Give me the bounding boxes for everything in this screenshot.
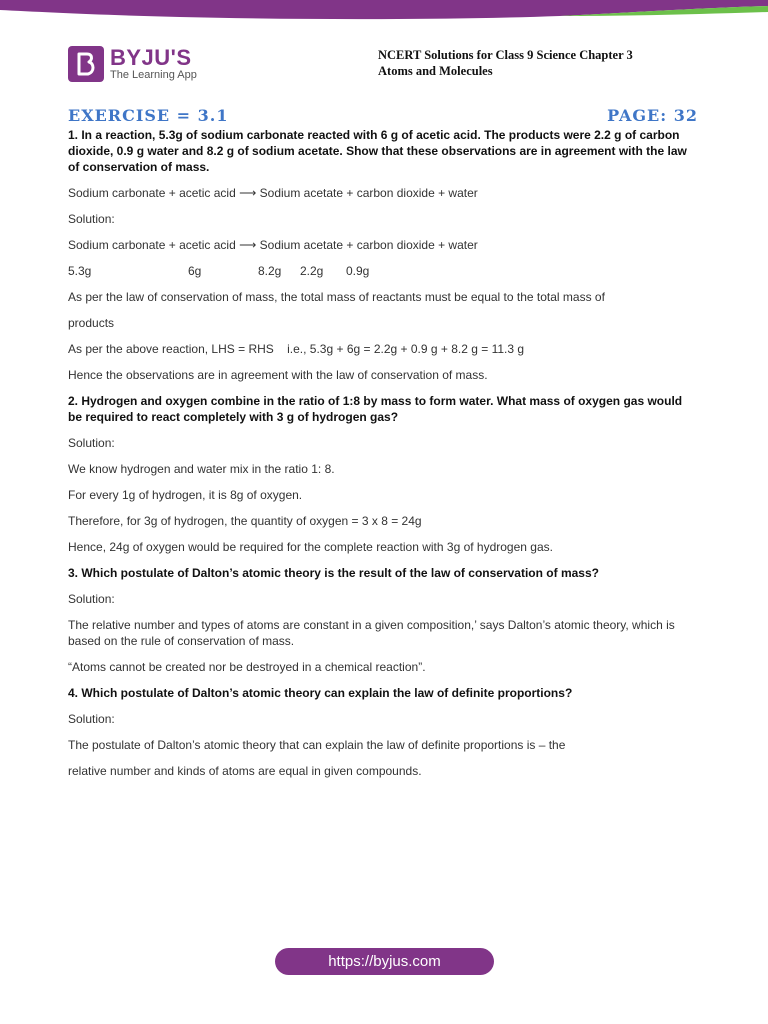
qty-sodium-acetate: 8.2g [258, 264, 282, 278]
q2-solution-label: Solution: [68, 436, 115, 450]
q3-line-1: The relative number and types of atoms are constant in a given composition,’ says Dalton’s atomic theory, which is based on the rule of conservation of mass. [68, 618, 675, 648]
document-title [378, 47, 718, 79]
q1-quantities [68, 263, 698, 279]
qty-water: 0.9g [346, 264, 370, 278]
q1-line-4: Hence the observations are in agreement with the law of conservation of mass. [68, 368, 488, 382]
question-4: 4. Which postulate of Dalton’s atomic theory can explain the law of definite proportions? [68, 686, 573, 700]
question-3: 3. Which postulate of Dalton’s atomic theory is the result of the law of conservation of mass? [68, 566, 599, 580]
q1-equation: Sodium carbonate + acetic acid ⟶ Sodium acetate + carbon dioxide + water [68, 186, 478, 200]
top-decorative-band [0, 0, 768, 26]
q4-solution-label: Solution: [68, 712, 115, 726]
q4-line-1: The postulate of Dalton’s atomic theory that can explain the law of definite proportions is – the [68, 738, 566, 752]
byjus-b-icon [68, 46, 104, 82]
title-line-1: NCERT Solutions for Class 9 Science Chapter 3 [378, 48, 633, 62]
q1-equation-repeat: Sodium carbonate + acetic acid ⟶ Sodium acetate + carbon dioxide + water [68, 238, 478, 252]
q2-line-1: We know hydrogen and water mix in the ratio 1: 8. [68, 462, 335, 476]
q1-line-1: As per the law of conservation of mass, the total mass of reactants must be equal to the total mass of [68, 290, 605, 304]
page-number: PAGE: 32 [607, 106, 698, 125]
q2-line-3: Therefore, for 3g of hydrogen, the quantity of oxygen = 3 x 8 = 24g [68, 514, 422, 528]
q2-line-2: For every 1g of hydrogen, it is 8g of oxygen. [68, 488, 303, 502]
qty-sodium-carbonate: 5.3g [68, 264, 92, 278]
question-1: 1. In a reaction, 5.3g of sodium carbonate reacted with 6 g of acetic acid. The products were 2.2 g of carbon dioxide, 0.9 g water and 8.2 g of sodium acetate. Show that these observations are in agreement with the law of conservation of mass. [68, 128, 687, 174]
brand-name: BYJU'S [110, 44, 192, 70]
q1-solution-label: Solution: [68, 212, 115, 226]
q1-line-2: products [68, 316, 115, 330]
q1-line-3: As per the above reaction, LHS = RHS i.e., 5.3g + 6g = 2.2g + 0.9 g + 8.2 g = 11.3 g [68, 342, 525, 356]
q4-line-2: relative number and kinds of atoms are equal in given compounds. [68, 764, 422, 778]
exercise-heading: EXERCISE = 3.1 [68, 106, 229, 125]
footer-url-link[interactable]: https://byjus.com [275, 948, 494, 975]
q3-line-2: “Atoms cannot be created nor be destroyed in a chemical reaction”. [68, 660, 426, 674]
question-2: 2. Hydrogen and oxygen combine in the ratio of 1:8 by mass to form water. What mass of oxygen gas would be required to react completely with 3 g of hydrogen gas? [68, 394, 683, 424]
qty-acetic-acid: 6g [188, 264, 202, 278]
q3-solution-label: Solution: [68, 592, 115, 606]
title-line-2: Atoms and Molecules [378, 64, 493, 78]
byjus-logo [68, 46, 197, 82]
brand-tagline: The Learning App [110, 68, 197, 81]
document-body [68, 127, 698, 789]
q2-line-4: Hence, 24g of oxygen would be required for the complete reaction with 3g of hydrogen gas. [68, 540, 553, 554]
qty-carbon-dioxide: 2.2g [300, 264, 324, 278]
